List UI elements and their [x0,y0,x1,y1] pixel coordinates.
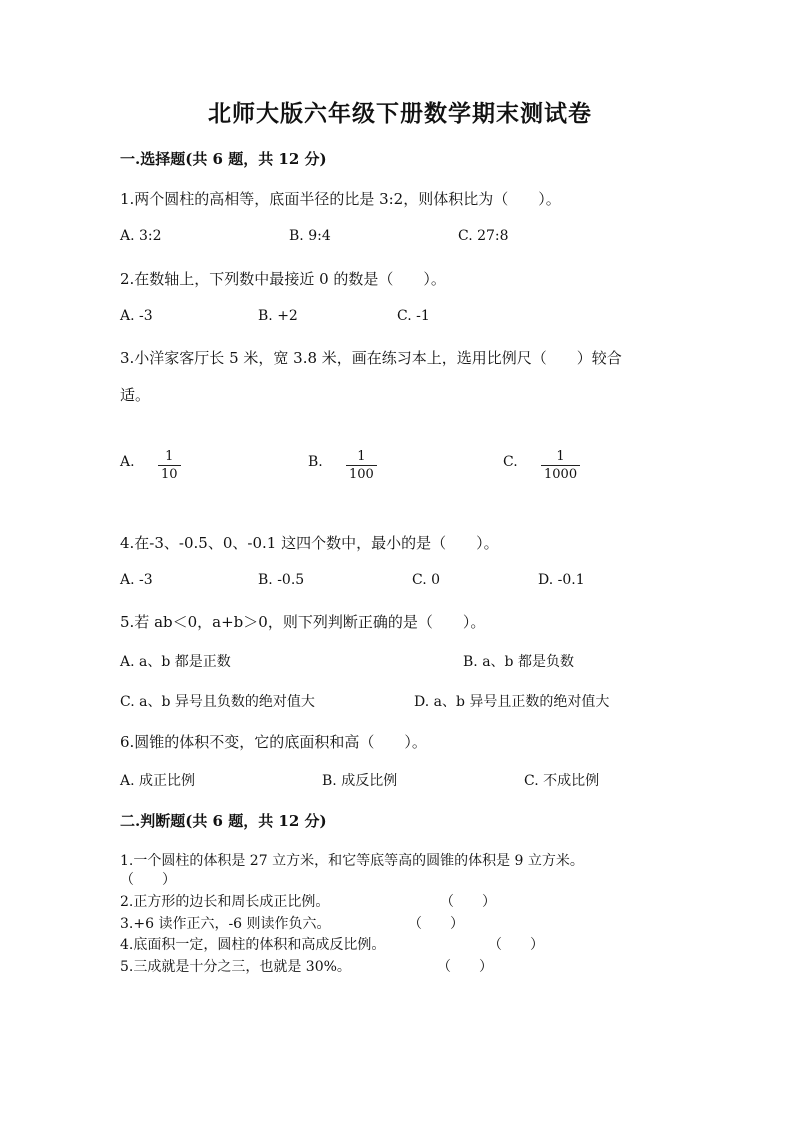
q4-option-c: C. 0 [412,572,441,588]
q3-option-a-label: A. [120,454,135,470]
q4-option-d: D. -0.1 [538,572,585,588]
q6-option-a: A. 成正比例 [120,773,196,789]
judgement-3: 3.+6 读作正六，-6 则读作负六。 [120,916,331,932]
q2-option-c: C. -1 [397,308,430,324]
q2-option-a: A. -3 [120,308,153,324]
question-1: 1.两个圆柱的高相等，底面半径的比是 3:2，则体积比为（ ）。 [120,190,561,208]
q6-option-b: B. 成反比例 [322,773,398,789]
judgement-2-blank: （ ） [440,894,496,910]
q1-option-a: A. 3:2 [120,228,162,244]
q4-option-b: B. -0.5 [258,572,305,588]
q3-option-b-fraction [346,445,377,482]
fraction-bar [346,465,377,466]
q5-option-a: A. a、b 都是正数 [120,654,231,670]
q5-option-d: D. a、b 异号且正数的绝对值大 [414,694,610,710]
fraction-denominator: 100 [349,467,374,482]
judgement-5-blank: （ ） [437,959,493,975]
judgement-3-blank: （ ） [408,916,464,932]
question-6: 6.圆锥的体积不变，它的底面积和高（ ）。 [120,733,427,751]
q4-option-a: A. -3 [120,572,153,588]
judgement-2: 2.正方形的边长和周长成正比例。 [120,894,330,910]
question-3-line2: 适。 [120,386,151,404]
q2-option-b: B. +2 [258,308,298,324]
fraction-bar [541,465,580,466]
q5-option-c: C. a、b 异号且负数的绝对值大 [120,694,315,710]
page-title: 北师大版六年级下册数学期末测试卷 [208,100,592,127]
q3-option-a-fraction [158,445,181,482]
fraction-numerator: 1 [357,449,366,464]
section-heading-judgement: 二.判断题(共 6 题，共 12 分) [120,812,327,830]
fraction-denominator: 10 [161,467,178,482]
q1-option-c: C. 27:8 [458,228,509,244]
section-heading-choice: 一.选择题(共 6 题，共 12 分) [120,150,327,168]
q3-option-c-label: C. [503,454,518,470]
judgement-5: 5.三成就是十分之三，也就是 30%。 [120,959,351,975]
fraction-numerator: 1 [165,449,174,464]
judgement-1-line1: 1.一个圆柱的体积是 27 立方米，和它等底等高的圆锥的体积是 9 立方米。 [120,853,584,869]
fraction-numerator: 1 [556,449,565,464]
judgement-1-blank: （ ） [120,872,176,888]
question-2: 2.在数轴上，下列数中最接近 0 的数是（ ）。 [120,270,446,288]
fraction-bar [158,465,181,466]
question-4: 4.在-3、-0.5、0、-0.1 这四个数中，最小的是（ ）。 [120,534,499,552]
q1-option-b: B. 9:4 [289,228,331,244]
q3-option-c-fraction [541,445,580,482]
question-3-line1: 3.小洋家客厅长 5 米，宽 3.8 米，画在练习本上，选用比例尺（ ）较合 [120,349,622,367]
judgement-4-blank: （ ） [488,937,544,953]
q3-option-b-label: B. [308,454,323,470]
fraction-denominator: 1000 [544,467,578,482]
q6-option-c: C. 不成比例 [524,773,600,789]
question-5: 5.若 ab＜0，a+b＞0，则下列判断正确的是（ ）。 [120,613,486,631]
q5-option-b: B. a、b 都是负数 [463,654,574,670]
judgement-4: 4.底面积一定，圆柱的体积和高成反比例。 [120,937,386,953]
